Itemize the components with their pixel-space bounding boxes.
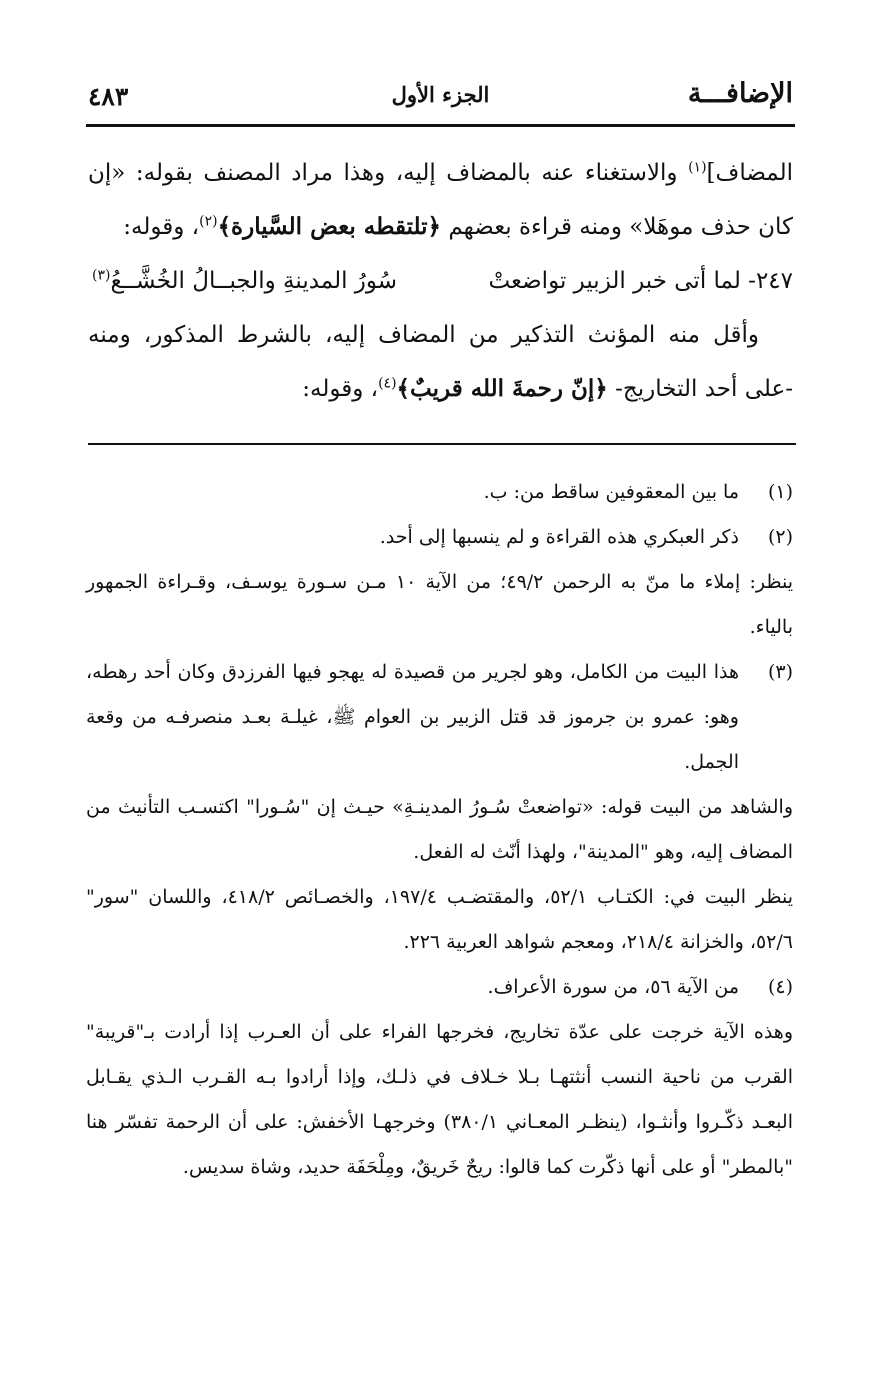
footnote-ref-2: (٢)	[199, 213, 218, 230]
poem-verse	[88, 254, 793, 308]
footnote-divider	[88, 443, 796, 445]
verse-text: لما أتى خبر الزبير تواضعتْ	[488, 268, 741, 294]
footnote-number: (١)	[767, 481, 793, 503]
footnote-4	[86, 965, 793, 1010]
paragraph-2	[88, 308, 793, 416]
text-run: وأقل منه المؤنث التذكير من المضاف إليه، بالشرط المذكور، ومنه -على أحد التخاريج-	[88, 322, 793, 402]
footnote-2	[86, 515, 793, 560]
footnote-ref-3: (٣)	[92, 267, 111, 284]
verse-second-hemistich	[88, 254, 397, 308]
page-number: ٤٨٣	[88, 82, 129, 111]
footnote-text: من الآية ٥٦، من سورة الأعراف.	[487, 976, 739, 998]
footnote-number: (٣)	[767, 661, 793, 683]
footnote-3-evidence: والشاهد من البيت قوله: «تواضعتْ سُـورُ المدينـةِ» حيـث إن "سُـورا" اكتسـب التأنيث من المضاف إليه، وهو "المدينة"، ولهذا أنّث له الفعل.	[86, 796, 793, 863]
quran-quote: ﴿إنّ رحمةَ الله قريبٌ﴾	[396, 375, 608, 402]
paragraph-1	[88, 146, 793, 254]
page-header	[88, 74, 793, 120]
text-run: ، وقوله:	[123, 214, 200, 240]
footnote-ref-4: (٤)	[378, 375, 397, 392]
footnote-3-reference: ينظر البيت في: الكتـاب ٥٢/١، والمقتضـب ١٩٧/٤، والخصـائص ٤١٨/٢، واللسان "سور" ٥٢/٦، والخزانة ٢١٨/٤، ومعجم شواهد العربية ٢٢٦.	[86, 886, 794, 953]
footnote-text: ذكر العبكري هذه القراءة و لم ينسبها إلى أحد.	[379, 526, 739, 548]
footnote-ref-1: (١)	[688, 159, 707, 176]
footnote-2-reference: ينظر: إملاء ما منّ به الرحمن ٤٩/٢؛ من الآية ١٠ مـن سـورة يوسـف، وقـراءة الجمهور بالياء.	[86, 571, 793, 638]
footnote-4-explanation: وهذه الآية خرجت على عدّة تخاريج، فخرجها الفراء على أن العـرب إذا أرادت بـ"قريبة" القرب من ناحية النسب أنثتهـا بـلا خـلاف في ذلـك، وإذا أرادوا بـه القـرب الـذي يقـابل البعـد ذكّـروا وأنثـوا، (ينظـر المعـاني ٣٨٠/١) وخرجهـا الأخفش: على أن الرحمة تفسّر هنا "بالمطر" أو على أنها ذكّرت كما قالوا: ريحٌ خَريقٌ، ومِلْحَفَة حديد، وشاة سديس.	[86, 1021, 793, 1178]
footnote-text: هذا البيت من الكامل، وهو لجرير من قصيدة له يهجو فيها الفرزدق وكان أحد رهطه، وهو: عمرو بن جرموز قد قتل الزبير بن العوام ﷺ، غيلـة بعـد منصرفـه من وقعة الجمل.	[86, 661, 739, 773]
volume-title: الجزء الأول	[391, 82, 490, 107]
footnote-number: (٤)	[767, 976, 793, 998]
header-divider	[86, 124, 795, 127]
quran-quote: ﴿تلتقطه بعض السَّيارة﴾	[217, 213, 442, 240]
chapter-title: الإضافـــة	[687, 78, 793, 109]
footnote-text: ما بين المعقوفين ساقط من: ب.	[483, 481, 739, 503]
footnote-number: (٢)	[767, 526, 793, 548]
footnote-3	[86, 650, 793, 785]
footnotes	[86, 470, 793, 1190]
main-text	[88, 146, 793, 416]
verse-number: ٢٤٧-	[740, 268, 793, 294]
text-run: والاستغناء عنه بالمضاف إليه، وهذا مراد المصنف بقوله: «إن كان حذف موهَلا» ومنه قراءة بعضهم	[88, 160, 793, 240]
verse-text: سُورُ المدينةِ والجبــالُ الخُشَّــعُ	[110, 268, 398, 294]
verse-first-hemistich	[480, 254, 793, 308]
footnote-1	[86, 470, 793, 515]
text-run: ، وقوله:	[302, 376, 379, 402]
text-run: المضاف]	[706, 160, 793, 186]
